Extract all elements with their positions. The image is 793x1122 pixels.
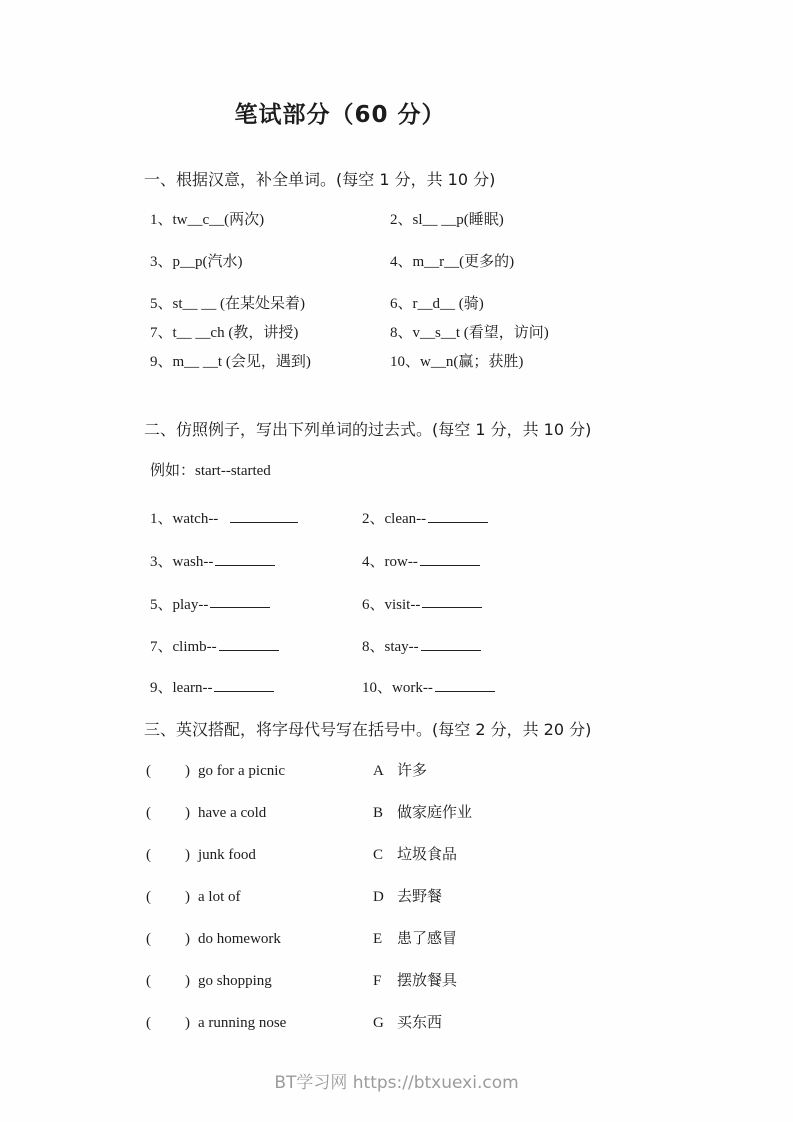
option-meaning: 患了感冒 <box>397 930 458 947</box>
option-letter: E <box>373 930 383 947</box>
bracket-close: ) <box>185 888 190 905</box>
word-fill-item: 9、m__ __t (会见，遇到) <box>150 354 311 370</box>
option-meaning: 去野餐 <box>397 888 443 905</box>
bracket-close: ) <box>185 846 190 863</box>
past-tense-label: 1、watch-- <box>150 510 219 527</box>
past-tense-label: 4、row-- <box>362 553 418 570</box>
section-1 <box>0 169 793 371</box>
match-row <box>146 846 793 864</box>
past-tense-label: 8、stay-- <box>362 639 419 655</box>
word-fill-item: 1、tw__c__(两次) <box>150 212 265 228</box>
past-tense-item <box>362 678 495 697</box>
answer-brackets <box>146 930 190 948</box>
match-row <box>146 930 793 948</box>
bracket-open: ( <box>146 804 151 821</box>
answer-blank <box>230 509 298 523</box>
past-tense-label: 10、work-- <box>362 679 433 696</box>
bracket-open: ( <box>146 888 151 905</box>
match-row <box>146 804 793 822</box>
answer-brackets <box>146 846 190 864</box>
past-tense-row <box>150 678 793 697</box>
section-2 <box>0 419 793 697</box>
past-tense-item <box>362 595 482 614</box>
example-line: 例如：start--started <box>150 463 271 479</box>
answer-blank <box>219 637 279 651</box>
site-link[interactable]: BT学习网 https://btxuexi.com <box>274 1073 519 1093</box>
past-tense-row <box>150 509 793 528</box>
page-title: 笔试部分（60 分） <box>234 102 446 128</box>
answer-blank <box>215 552 275 566</box>
answer-brackets <box>146 804 190 822</box>
bracket-close: ) <box>185 1014 190 1031</box>
bracket-open: ( <box>146 846 151 863</box>
section-3 <box>0 719 793 1032</box>
section-1-heading: 一、根据汉意，补全单词。(每空 1 分，共 10 分) <box>144 170 496 189</box>
past-tense-row <box>150 595 793 614</box>
section-2-heading: 二、仿照例子，写出下列单词的过去式。(每空 1 分，共 10 分) <box>144 420 592 439</box>
word-fill-item: 10、w__n(赢；获胜) <box>390 354 524 370</box>
answer-brackets <box>146 762 190 780</box>
answer-brackets <box>146 972 190 990</box>
answer-blank <box>420 552 480 566</box>
word-fill-item: 5、st__ __ (在某处呆着) <box>150 296 305 312</box>
past-tense-item <box>150 552 362 571</box>
past-tense-row <box>150 637 793 656</box>
past-tense-item <box>150 509 362 528</box>
word-fill-item: 8、v__s__t (看望，访问) <box>390 325 549 341</box>
site-watermark <box>0 1068 793 1093</box>
section-3-heading: 三、英汉搭配，将字母代号写在括号中。(每空 2 分，共 20 分) <box>144 719 592 739</box>
option-letter: F <box>373 972 382 989</box>
past-tense-label: 9、learn-- <box>150 679 213 696</box>
past-tense-label: 3、wash-- <box>150 553 214 570</box>
option-meaning: 许多 <box>397 762 428 779</box>
match-row <box>146 972 793 990</box>
word-fill-item: 3、p__p(汽水) <box>150 254 243 270</box>
past-tense-item <box>362 509 488 528</box>
answer-blank <box>422 595 482 609</box>
section-3-items <box>0 762 793 1032</box>
word-fill-row <box>150 253 793 271</box>
option-letter: B <box>373 804 384 821</box>
past-tense-item <box>362 637 481 656</box>
option-meaning: 摆放餐具 <box>397 972 458 989</box>
bracket-open: ( <box>146 762 151 779</box>
past-tense-label: 5、play-- <box>150 596 209 613</box>
option-letter: G <box>373 1014 384 1031</box>
match-phrase: a lot of <box>198 888 241 905</box>
match-row <box>146 762 793 780</box>
bracket-open: ( <box>146 972 151 989</box>
answer-blank <box>435 678 495 692</box>
match-phrase: do homework <box>198 930 281 947</box>
answer-blank <box>214 678 274 692</box>
bracket-close: ) <box>185 804 190 821</box>
section-1-items <box>0 211 793 371</box>
word-fill-item: 2、sl__ __p(睡眠) <box>390 212 504 228</box>
option-letter: D <box>373 888 384 905</box>
word-fill-item: 7、t__ __ch (教，讲授) <box>150 325 299 341</box>
bracket-close: ) <box>185 930 190 947</box>
word-fill-row <box>150 324 793 342</box>
match-phrase: go shopping <box>198 972 272 989</box>
answer-blank <box>210 595 270 609</box>
answer-blank <box>421 637 481 651</box>
past-tense-label: 2、clean-- <box>362 510 427 527</box>
bracket-close: ) <box>185 762 190 779</box>
option-letter: C <box>373 846 384 863</box>
past-tense-item <box>150 637 362 656</box>
option-meaning: 买东西 <box>397 1014 443 1031</box>
past-tense-label: 7、climb-- <box>150 639 217 655</box>
option-meaning: 做家庭作业 <box>397 804 473 821</box>
match-row <box>146 1014 793 1032</box>
answer-brackets <box>146 1014 190 1032</box>
bracket-open: ( <box>146 930 151 947</box>
match-phrase: go for a picnic <box>198 762 286 779</box>
option-meaning: 垃圾食品 <box>397 846 458 863</box>
match-phrase: have a cold <box>198 804 267 821</box>
past-tense-label: 6、visit-- <box>362 596 421 613</box>
past-tense-item <box>362 552 480 571</box>
answer-blank <box>428 509 488 523</box>
section-2-items <box>0 509 793 697</box>
answer-brackets <box>146 888 190 906</box>
word-fill-row <box>150 353 793 371</box>
option-letter: A <box>373 762 384 779</box>
word-fill-row <box>150 211 793 229</box>
match-row <box>146 888 793 906</box>
word-fill-item: 4、m__r__(更多的) <box>390 254 515 270</box>
past-tense-row <box>150 552 793 571</box>
bracket-close: ) <box>185 972 190 989</box>
bracket-open: ( <box>146 1014 151 1031</box>
word-fill-row <box>150 295 793 313</box>
past-tense-item <box>150 595 362 614</box>
match-phrase: a running nose <box>198 1014 287 1031</box>
word-fill-item: 6、r__d__ (骑) <box>390 296 484 312</box>
past-tense-item <box>150 678 362 697</box>
match-phrase: junk food <box>198 846 256 863</box>
